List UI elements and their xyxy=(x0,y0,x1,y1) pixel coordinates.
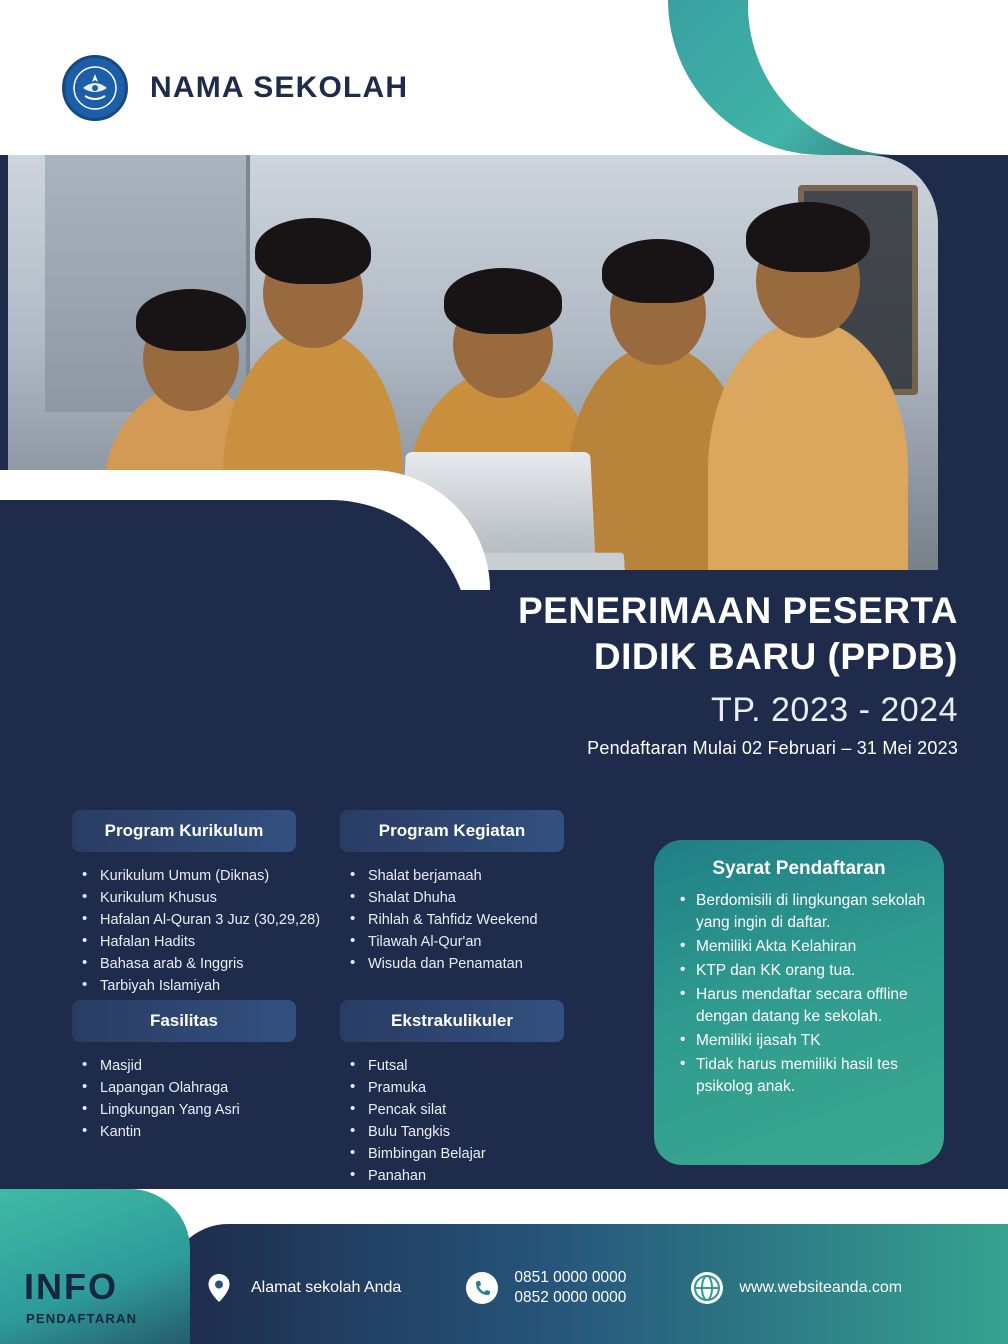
list-item: • Rihlah & Tahfidz Weekend xyxy=(368,910,564,930)
poster-footer xyxy=(0,1189,1008,1344)
list-item: • Bulu Tangkis xyxy=(368,1122,564,1142)
school-name: NAMA SEKOLAH xyxy=(150,71,409,104)
list-item: • Memiliki Akta Kelahiran xyxy=(696,936,926,958)
phone-numbers xyxy=(514,1268,626,1308)
address-text: Alamat sekolah Anda xyxy=(251,1279,402,1296)
section-fasilitas xyxy=(72,1000,296,1144)
list-item: • Shalat Dhuha xyxy=(368,888,564,908)
brand-block xyxy=(62,55,408,121)
footer-contact-row xyxy=(200,1268,978,1308)
footer-info-title: INFO xyxy=(24,1266,118,1307)
contact-website xyxy=(688,1269,902,1307)
list-ekstrakulikuler xyxy=(340,1056,564,1186)
section-heading-fasilitas: Fasilitas xyxy=(72,1000,296,1042)
website-text: www.websiteanda.com xyxy=(739,1279,903,1296)
title-line-1: PENERIMAAN PESERTA xyxy=(517,590,958,631)
list-item: • Harus mendaftar secara offline dengan datang ke sekolah. xyxy=(696,984,926,1028)
list-item: • KTP dan KK orang tua. xyxy=(696,960,926,982)
title-academic-year: TP. 2023 - 2024 xyxy=(711,690,958,729)
section-heading-kurikulum: Program Kurikulum xyxy=(72,810,296,852)
list-item: • Kurikulum Umum (Diknas) xyxy=(100,866,320,886)
list-item: • Hafalan Al-Quran 3 Juz (30,29,28) xyxy=(100,910,320,930)
list-item: • Tilawah Al-Qur'an xyxy=(368,932,564,952)
phone-number-2: 0852 0000 0000 xyxy=(514,1289,627,1306)
list-kurikulum xyxy=(72,866,320,996)
globe-icon xyxy=(688,1269,726,1307)
list-item: • Bimbingan Belajar xyxy=(368,1144,564,1164)
list-item: • Berdomisili di lingkungan sekolah yang ingin di daftar. xyxy=(696,890,926,934)
list-item: • Tidak harus memiliki hasil tes psikolog anak. xyxy=(696,1054,926,1098)
section-heading-ekstrakulikuler: Ekstrakulikuler xyxy=(340,1000,564,1042)
list-item: • Futsal xyxy=(368,1056,564,1076)
section-kurikulum xyxy=(72,810,320,998)
contact-phone xyxy=(463,1268,626,1308)
list-item: • Memiliki ijasah TK xyxy=(696,1030,926,1052)
list-item: • Panahan xyxy=(368,1166,564,1186)
list-item: • Kantin xyxy=(100,1122,296,1142)
list-item: • Bahasa arab & Inggris xyxy=(100,954,320,974)
list-item: • Pramuka xyxy=(368,1078,564,1098)
requirements-heading: Syarat Pendaftaran xyxy=(712,858,886,879)
list-item: • Masjid xyxy=(100,1056,296,1076)
title-registration-date: Pendaftaran Mulai 02 Februari – 31 Mei 2023 xyxy=(587,737,958,758)
location-pin-icon xyxy=(200,1269,238,1307)
poster-header xyxy=(0,0,1008,155)
list-item: • Kurikulum Khusus xyxy=(100,888,320,908)
whatsapp-phone-icon xyxy=(463,1269,501,1307)
list-kegiatan xyxy=(340,866,564,974)
requirements-list xyxy=(672,890,926,1098)
list-item: • Shalat berjamaah xyxy=(368,866,564,886)
footer-info-subtitle: PENDAFTARAN xyxy=(26,1311,138,1326)
section-kegiatan xyxy=(340,810,564,976)
list-fasilitas xyxy=(72,1056,296,1142)
contact-address xyxy=(200,1269,401,1307)
list-item: • Pencak silat xyxy=(368,1100,564,1120)
list-item: • Tarbiyah Islamiyah xyxy=(100,976,320,996)
title-line-2: DIDIK BARU (PPDB) xyxy=(593,636,958,678)
section-heading-kegiatan: Program Kegiatan xyxy=(340,810,564,852)
list-item: • Lingkungan Yang Asri xyxy=(100,1100,296,1120)
requirements-card xyxy=(654,840,944,1165)
list-item: • Lapangan Olahraga xyxy=(100,1078,296,1098)
list-item: • Hafalan Hadits xyxy=(100,932,320,952)
title-block xyxy=(338,588,958,759)
phone-number-1: 0851 0000 0000 xyxy=(514,1269,627,1286)
list-item: • Wisuda dan Penamatan xyxy=(368,954,564,974)
tut-wuri-handayani-logo-icon xyxy=(62,55,128,121)
section-ekstrakulikuler xyxy=(340,1000,564,1188)
